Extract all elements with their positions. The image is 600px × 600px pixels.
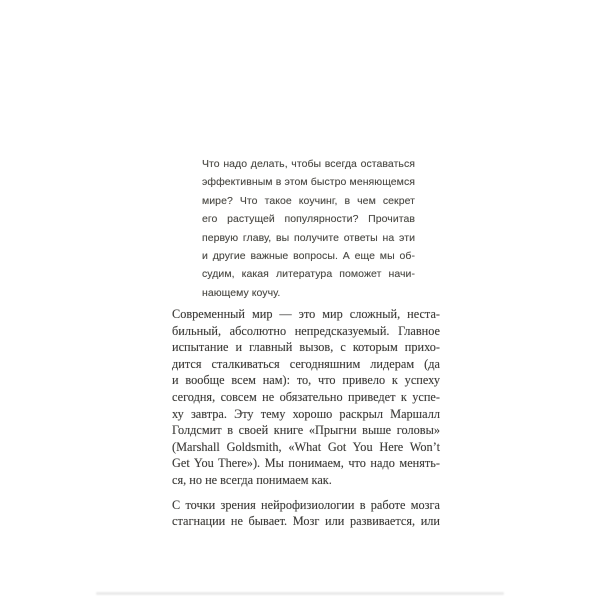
body-line: стагнации не бывает. Мозг или развивается, или bbox=[172, 514, 440, 529]
body-text-block bbox=[172, 306, 440, 530]
body-line: и вообще всем нам): то, что привело к успеху bbox=[172, 373, 440, 388]
epigraph-line: его растущей популярности? Прочитав bbox=[202, 213, 415, 226]
body-line: ху завтра. Эту тему хорошо раскрыл Маршалл bbox=[172, 406, 440, 421]
epigraph-line: первую главу, вы получите ответы на эти bbox=[202, 231, 415, 244]
epigraph-line: и другие важные вопросы. А еще мы об- bbox=[202, 250, 415, 263]
body-line: Современный мир — это мир сложный, неста- bbox=[172, 307, 440, 321]
epigraph-line: эффективным в этом быстро меняющемся bbox=[202, 176, 415, 189]
body-line: (Marshall Goldsmith, «What Got You Here Won’t bbox=[172, 439, 440, 454]
epigraph-line: судим, какая литература поможет начи- bbox=[202, 268, 415, 281]
body-paragraph-1 bbox=[172, 306, 440, 489]
body-paragraph-2 bbox=[172, 497, 440, 530]
epigraph-line: мире? Что такое коучинг, в чем секрет bbox=[202, 194, 415, 207]
body-line: ся, но не всегда понимаем как. bbox=[172, 472, 332, 487]
epigraph-line: нающему коучу. bbox=[202, 286, 281, 299]
body-line: бильный, абсолютно непредсказуемый. Главное bbox=[172, 323, 440, 338]
epigraph-block bbox=[202, 155, 415, 302]
body-line: Get You There»). Мы понимаем, что надо менять- bbox=[172, 456, 440, 471]
body-line: дится сталкиваться сегодняшним лидерам (да bbox=[172, 356, 440, 371]
body-line: сегодня, совсем не обязательно приведет к успе- bbox=[172, 389, 440, 404]
body-line: испытание и главный вызов, с которым прихо- bbox=[172, 340, 440, 355]
epigraph-line: Что надо делать, чтобы всегда оставаться bbox=[202, 158, 415, 170]
body-line: С точки зрения нейрофизиологии в работе мозга bbox=[172, 497, 440, 512]
page-bottom-edge-shadow bbox=[96, 592, 504, 595]
body-line: Голдсмит в своей книге «Прыгни выше головы» bbox=[172, 423, 440, 438]
